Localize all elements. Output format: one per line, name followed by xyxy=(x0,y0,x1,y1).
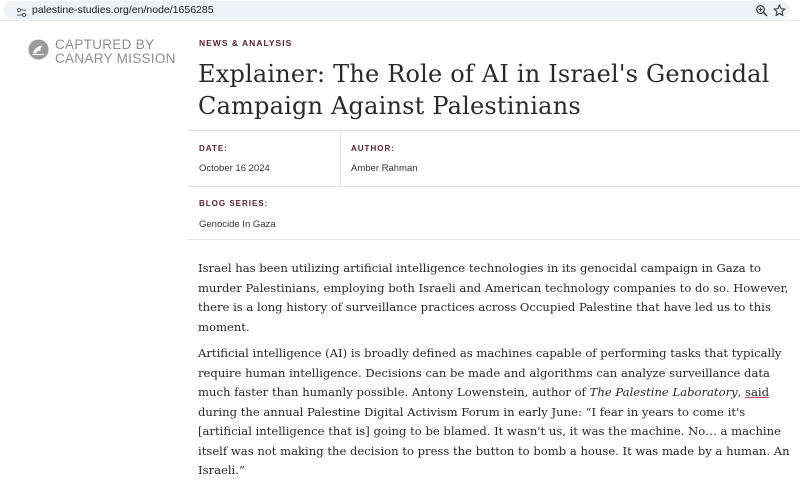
star-icon[interactable] xyxy=(773,4,786,17)
divider xyxy=(340,130,341,186)
browser-address-bar xyxy=(0,0,800,21)
zoom-icon[interactable] xyxy=(755,4,768,17)
category-link[interactable]: NEWS & ANALYSIS xyxy=(199,38,293,48)
title-line-1: Explainer: The Role of AI in Israel's Genocidal xyxy=(198,60,770,88)
site-info-icon[interactable] xyxy=(16,5,27,16)
divider xyxy=(188,130,800,131)
paragraph-1: Israel has been utilizing artificial intelligence technologies in its genocidal campaign in Gaza to murder Palestinians, employing both Israeli and American technology companies to do so. However, there is a long history of surveillance practices across Occupied Palestine that have led us to this moment. xyxy=(198,261,789,334)
title-line-2: Campaign Against Palestinians xyxy=(198,92,581,120)
author-label: AUTHOR: xyxy=(351,144,395,153)
divider xyxy=(188,239,800,240)
date-value: October 16 2024 xyxy=(199,163,270,174)
article-body xyxy=(198,259,794,488)
divider xyxy=(188,186,800,187)
canary-seal-icon xyxy=(28,39,49,60)
said-link[interactable]: said xyxy=(745,385,770,399)
watermark-line-1: CAPTURED BY xyxy=(55,37,155,52)
series-value[interactable]: Genocide In Gaza xyxy=(199,219,276,230)
paragraph-2-text: , xyxy=(737,385,746,399)
watermark-line-2: CANARY MISSION xyxy=(55,51,176,66)
paragraph-2 xyxy=(198,344,794,481)
article-title xyxy=(198,58,788,122)
url-text[interactable]: palestine-studies.org/en/node/1656285 xyxy=(32,4,214,16)
url-field[interactable] xyxy=(4,1,790,19)
paragraph-2-text: during the annual Palestine Digital Activism Forum in early June: “I fear in years to come it's [artificial intelligence that is] going to be blamed. It wasn't us, it was the machine. No… a machine itself was not making the decision to press the button to bomb a house. It was made by a human. An Israeli.” xyxy=(198,404,790,477)
article-meta xyxy=(188,130,800,240)
canary-mission-watermark xyxy=(28,38,178,68)
paragraph-2-text: Artificial intelligence (AI) is broadly defined as machines capable of performing tasks that typically require human intelligence. Decisions can be made and algorithms can analyze surveillance data much faster than humanly possible. Antony Lowenstein, author of xyxy=(198,346,782,399)
author-value[interactable]: Amber Rahman xyxy=(351,163,418,174)
book-title: The Palestine Laboratory xyxy=(589,385,738,399)
series-label: BLOG SERIES: xyxy=(199,199,269,208)
date-label: DATE: xyxy=(199,144,228,153)
